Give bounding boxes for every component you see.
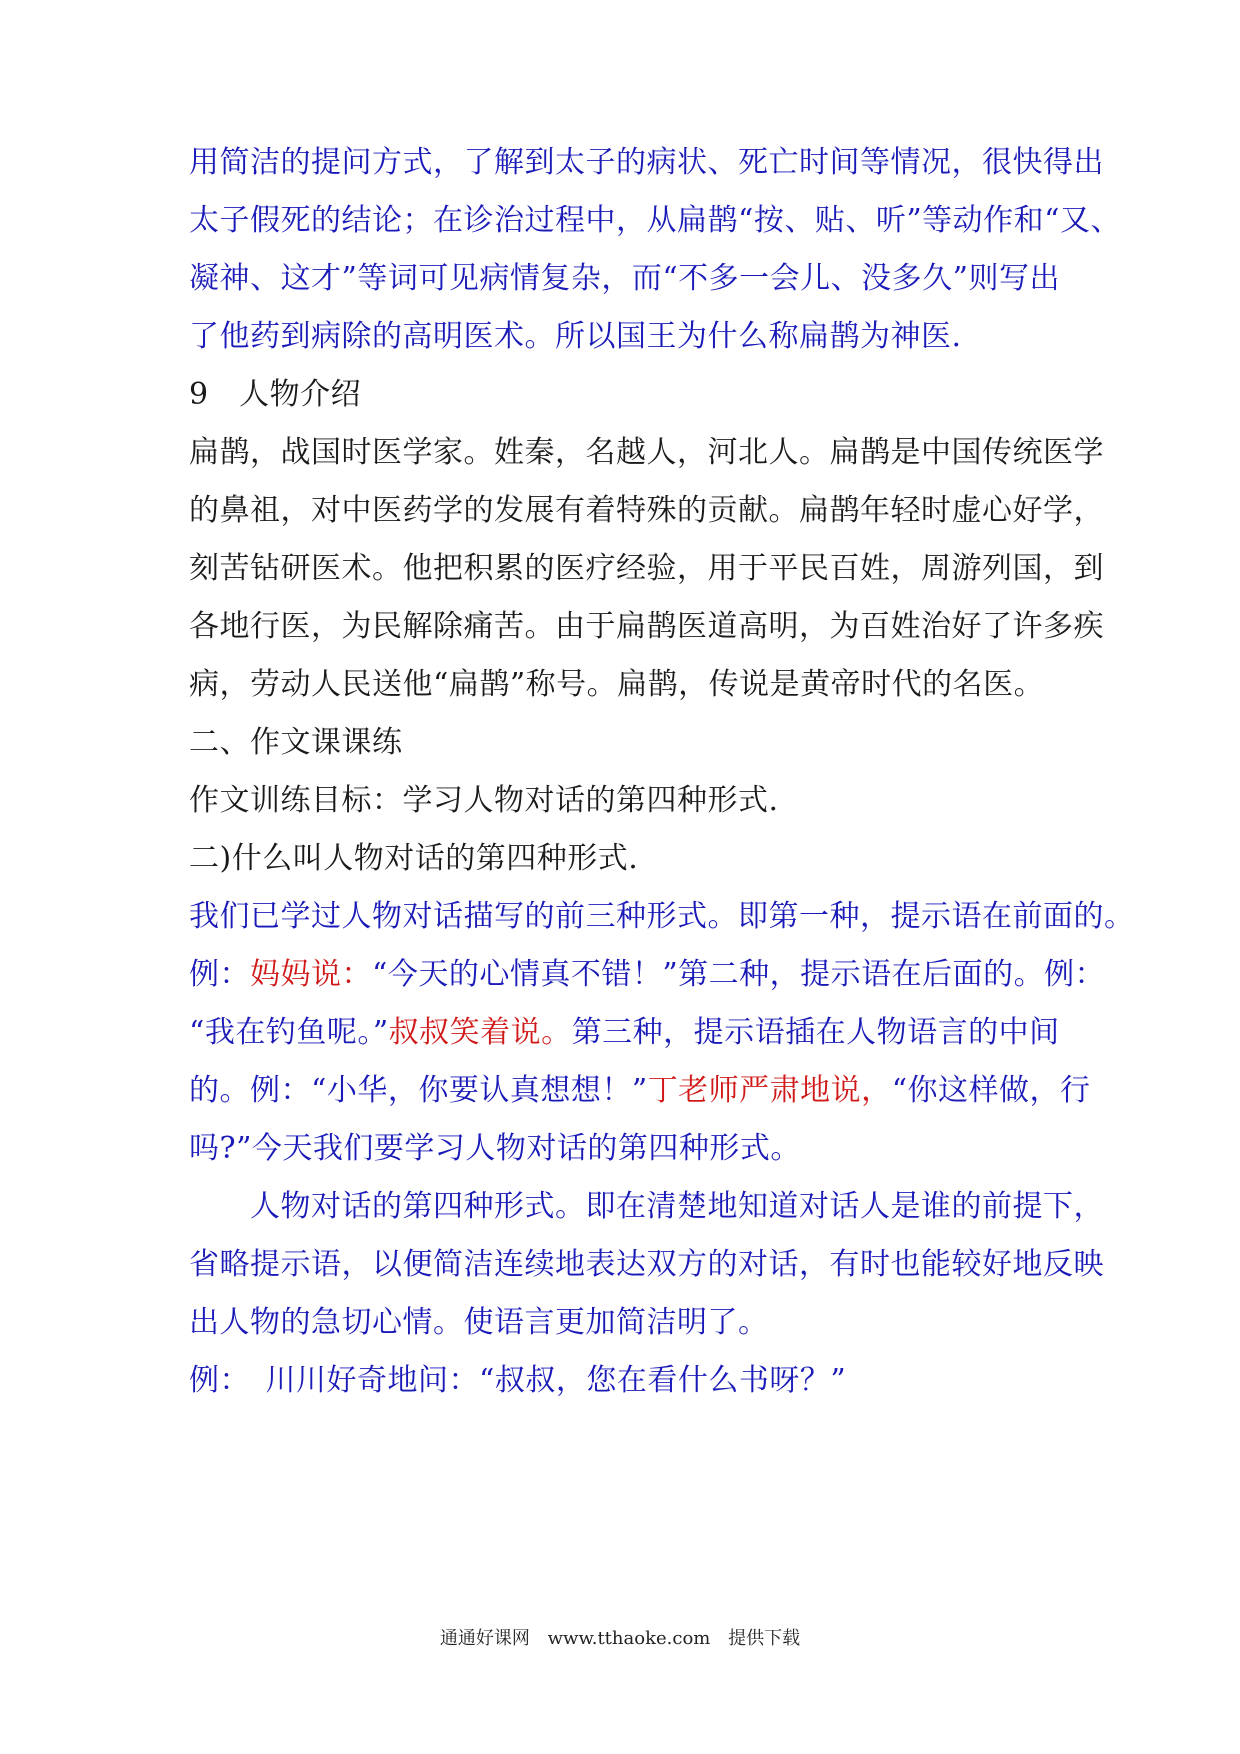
paragraph4-line-1: 人物对话的第四种形式。即在清楚地知道对话人是谁的前提下， [189,1189,1104,1224]
paragraph4-line-2: 省略提示语，以便简洁连续地表达双方的对话，有时也能较好地反映 [189,1247,1104,1282]
paragraph3-line-4 [189,1071,1091,1111]
prompt-text-mom: 妈妈说： [250,957,372,992]
example-label: 例： [189,957,250,992]
paragraph2-line-3: 刻苦钻研医术。他把积累的医疗经验，用于平民百姓，周游列国，到 [189,551,1104,586]
paragraph3-line-2 [189,955,1106,995]
quote-fishing: “我在钓鱼呢。” [189,1015,389,1050]
footer-note: 提供下载 [728,1628,801,1649]
paragraph3-line-5: 吗?”今天我们要学习人物对话的第四种形式。 [189,1131,801,1166]
paragraph2-line-2: 的鼻祖，对中医药学的发展有着特殊的贡献。扁鹊年轻时虚心好学， [189,493,1104,528]
paragraph1-line-2: 太子假死的结论；在诊治过程中，从扁鹊“按、贴、听”等动作和“又、 [189,203,1122,238]
example-dialogue: 例： 川川好奇地问：“叔叔，您在看什么书呀？” [189,1363,847,1398]
paragraph3-line-3 [189,1013,1059,1053]
paragraph2-line-1: 扁鹊，战国时医学家。姓秦，名越人，河北人。扁鹊是中国传统医学 [189,435,1104,470]
paragraph3-line-3-rest: 第三种，提示语插在人物语言的中间 [571,1015,1060,1050]
paragraph1-line-1: 用简洁的提问方式，了解到太子的病状、死亡时间等情况，很快得出 [189,145,1104,180]
footer-site-name: 通通好课网 [439,1628,530,1649]
training-goal: 作文训练目标：学习人物对话的第四种形式. [189,783,779,818]
paragraph3-line-1: 我们已学过人物对话描写的前三种形式。即第一种，提示语在前面的。 [189,899,1135,934]
subsection-title: 二)什么叫人物对话的第四种形式. [189,841,639,876]
page-footer [0,1624,1240,1650]
heading-character-intro: 9 人物介绍 [189,377,362,412]
footer-url[interactable]: www.tthaoke.com [547,1628,711,1649]
paragraph4-line-3: 出人物的急切心情。使语言更加简洁明了。 [189,1305,769,1340]
paragraph1-line-3: 凝神、这才”等词可见病情复杂，而“不多一会儿、没多久”则写出 [189,261,1061,296]
prompt-text-teacher: 丁老师严肃地说， [647,1073,892,1108]
paragraph3-line-2-rest: “今天的心情真不错！”第二种，提示语在后面的。例： [372,957,1106,992]
paragraph2-line-5: 病，劳动人民送他“扁鹊”称号。扁鹊，传说是黄帝时代的名医。 [189,667,1045,702]
paragraph1-line-4: 了他药到病除的高明医术。所以国王为什么称扁鹊为神医. [189,319,962,354]
section2-title: 二、作文课课练 [189,725,403,760]
paragraph2-line-4: 各地行医，为民解除痛苦。由于扁鹊医道高明，为百姓治好了许多疾 [189,609,1104,644]
quote-is-it-ok: “你这样做，行 [891,1073,1091,1108]
prompt-text-uncle: 叔叔笑着说。 [388,1015,572,1050]
quote-xiaohua: 的。例：“小华，你要认真想想！” [189,1073,648,1108]
